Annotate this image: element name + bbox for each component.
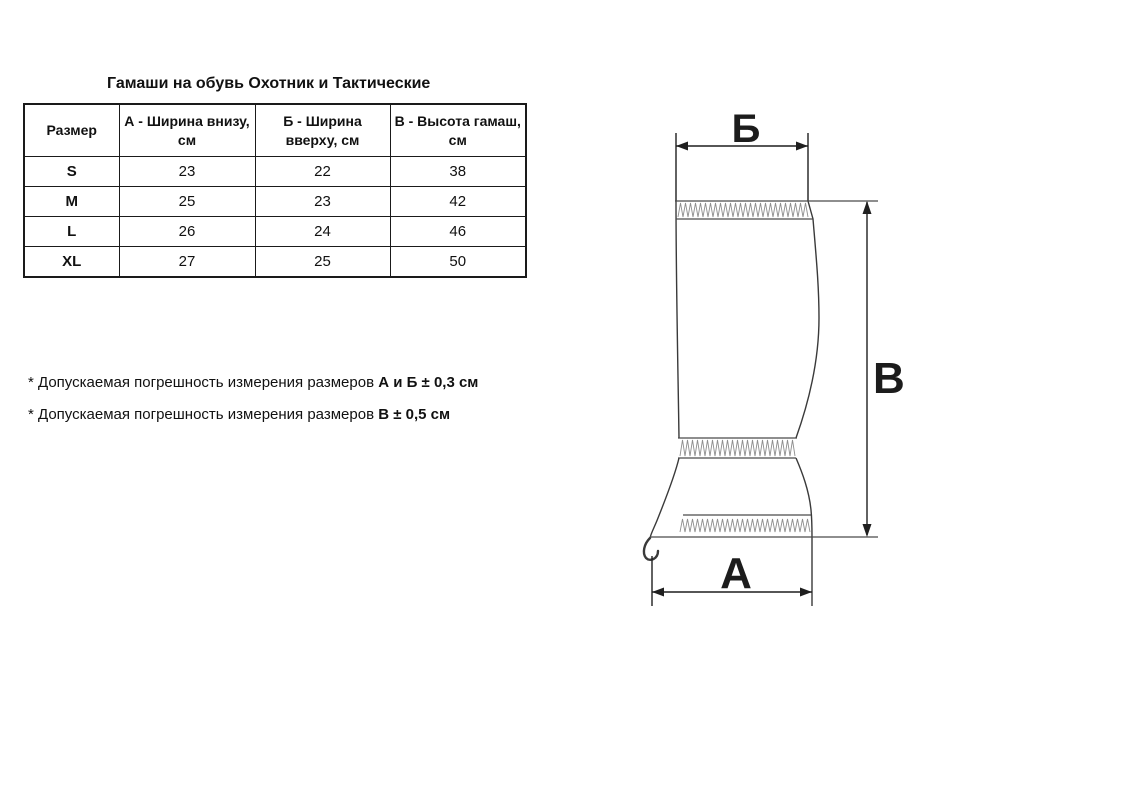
cell-width-bottom: 26 <box>119 217 255 247</box>
gaiter-diagram <box>630 90 920 620</box>
gaiter-outline <box>644 201 819 606</box>
header-width-top: Б - Ширина вверху, см <box>255 104 390 157</box>
page-title: Гамаши на обувь Охотник и Тактические <box>107 75 431 92</box>
cell-width-top: 25 <box>255 247 390 278</box>
arrowhead-right <box>796 142 808 151</box>
arrowhead-right <box>800 588 812 597</box>
cell-width-bottom: 27 <box>119 247 255 278</box>
table-header-row <box>24 104 526 157</box>
cell-size: M <box>24 187 119 217</box>
arrowhead-left <box>676 142 688 151</box>
cell-height: 46 <box>390 217 526 247</box>
outline-left-upper <box>676 201 679 438</box>
cell-size: XL <box>24 247 119 278</box>
tolerance-note-ab <box>28 374 478 391</box>
cell-width-top: 24 <box>255 217 390 247</box>
cell-width-bottom: 23 <box>119 157 255 187</box>
size-table <box>23 103 527 278</box>
table-row <box>24 247 526 278</box>
outline-right-upper <box>796 201 819 438</box>
elastic-zigzags <box>678 203 810 532</box>
table-row <box>24 187 526 217</box>
arrowhead-down <box>863 524 872 537</box>
cell-size: L <box>24 217 119 247</box>
bottom-band-zigzag <box>680 519 810 532</box>
cell-height: 38 <box>390 157 526 187</box>
note-text: * Допускаемая погрешность измерения размеров <box>28 374 379 391</box>
table-row <box>24 157 526 187</box>
note-bold-value: А и Б ± 0,3 см <box>378 374 479 391</box>
dimension-label-a: А <box>720 549 752 598</box>
middle-band-zigzag <box>680 440 795 456</box>
elastic-bands <box>650 201 878 537</box>
dimension-v <box>863 201 872 537</box>
header-width-bottom: А - Ширина внизу, см <box>119 104 255 157</box>
lace-hook <box>644 538 658 560</box>
note-text: * Допускаемая погрешность измерения размеров <box>28 406 379 423</box>
cell-width-top: 23 <box>255 187 390 217</box>
cell-size: S <box>24 157 119 187</box>
cell-height: 50 <box>390 247 526 278</box>
arrowhead-left <box>652 588 664 597</box>
note-bold-value: В ± 0,5 см <box>378 406 451 423</box>
tolerance-note-v <box>28 406 450 423</box>
table-row <box>24 217 526 247</box>
cell-width-bottom: 25 <box>119 187 255 217</box>
cell-width-top: 22 <box>255 157 390 187</box>
cell-height: 42 <box>390 187 526 217</box>
dimension-label-v: В <box>873 354 905 403</box>
arrowhead-up <box>863 201 872 214</box>
top-band-zigzag <box>678 203 808 217</box>
header-size: Размер <box>24 104 119 157</box>
outline-left-lower <box>650 458 679 538</box>
dimension-label-b: Б <box>731 107 761 151</box>
header-height: В - Высота гамаш, см <box>390 104 526 157</box>
